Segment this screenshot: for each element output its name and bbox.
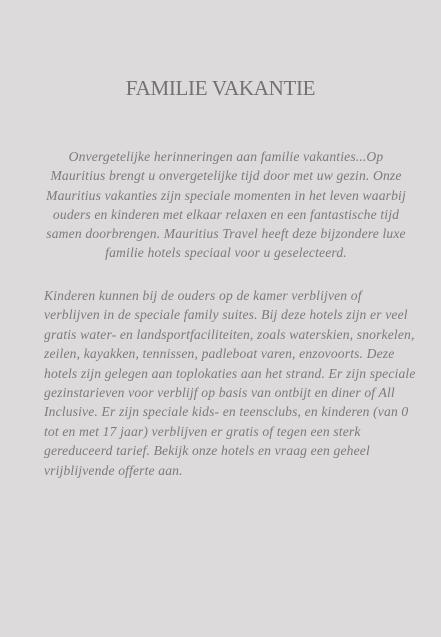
page-title: FAMILIE VAKANTIE xyxy=(125,76,316,100)
body-paragraph: Kinderen kunnen bij de ouders op de kamer verblijven of verblijven in de speciale family suites. Bij deze hotels zijn er veel gratis water- en landsportfaciliteiten, zoals waterskien, snorkelen, zeilen, kayakken, tennissen, padleboat varen, enzovoorts. Deze hotels zijn gelegen aan toplokaties aan het strand. Er zijn speciale gezinstarieven voor verblijf op basis van ontbijt en diner of All Inclusive. Er zijn speciale kids- en teensclubs, en kinderen (van 0 tot en met 17 jaar) verblijven er gratis of tegen een sterk gereduceerd tarief. Bekijk onze hotels en vraag een geheel vrijblijvende offerte aan. xyxy=(44,288,416,478)
intro-paragraph: Onvergetelijke herinneringen aan familie vakanties...Op Mauritius brengt u onvergetelijke tijd door met uw gezin. Onze Mauritius vakanties zijn speciale momenten in het leven waarbij ouders en kinderen met elkaar relaxen en een fantastische tijd samen doorbrengen. Mauritius Travel heeft deze bijzondere luxe familie hotels speciaal voor u geselecteerd. xyxy=(46,149,406,261)
